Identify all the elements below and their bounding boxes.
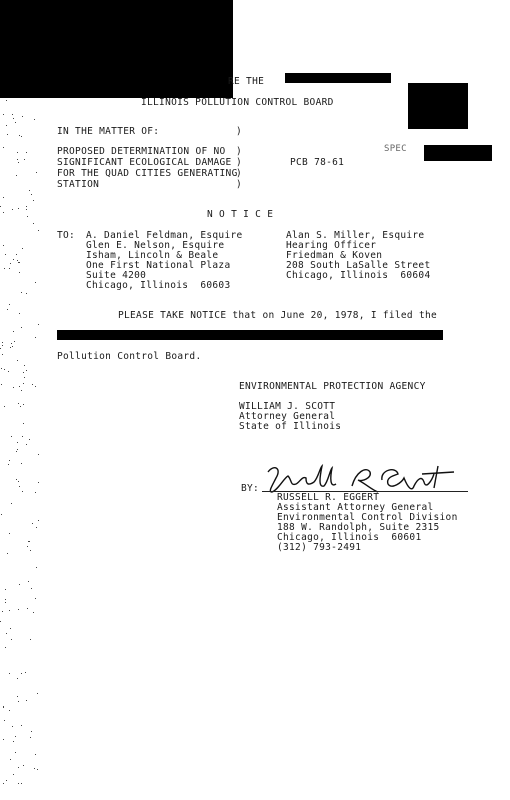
scan-speck (23, 372, 24, 373)
scan-speck (19, 584, 20, 585)
scan-speck (16, 175, 17, 176)
scan-speck (24, 377, 25, 378)
scan-speck (35, 282, 36, 283)
scan-speck (17, 152, 18, 153)
scan-speck (26, 293, 27, 294)
scan-speck (6, 780, 7, 781)
scan-speck (14, 341, 15, 342)
scan-speck (23, 765, 24, 766)
scan-speck (11, 343, 12, 344)
scan-speck (15, 736, 16, 737)
scan-speck (24, 159, 25, 160)
scan-speck (22, 248, 23, 249)
scan-speck (3, 783, 4, 784)
redaction-block-header-right (285, 73, 391, 83)
scan-speck (17, 442, 18, 443)
caption-paren: ) (236, 168, 243, 179)
to-label: TO: (57, 230, 76, 241)
scan-speck (1, 514, 2, 515)
scan-speck (18, 162, 19, 163)
scan-speck (9, 710, 10, 711)
scan-speck (11, 436, 12, 437)
scan-speck (11, 639, 12, 640)
scan-speck (10, 347, 11, 348)
scan-speck (28, 541, 29, 542)
scan-speck (5, 589, 6, 590)
scan-speck (18, 701, 19, 702)
scan-speck (18, 262, 19, 263)
scan-speck (36, 172, 37, 173)
scan-speck (17, 260, 18, 261)
recipient-left-line: Suite 4200 (86, 270, 147, 281)
signer-line: RUSSELL R. EGGERT (277, 492, 380, 503)
scan-speck (21, 725, 22, 726)
recipient-left-line: Chicago, Illinois 60603 (86, 280, 231, 291)
scan-speck (23, 404, 24, 405)
scan-speck (5, 602, 6, 603)
scan-speck (20, 406, 21, 407)
scan-speck (30, 737, 31, 738)
recipient-right-line: Chicago, Illinois 60604 (286, 270, 431, 281)
scan-speck (2, 354, 3, 355)
scan-speck (4, 369, 5, 370)
scan-speck (35, 492, 36, 493)
scan-speck (21, 390, 22, 391)
scan-speck (32, 384, 33, 385)
scan-speck (33, 200, 34, 201)
scan-speck (17, 678, 18, 679)
scan-speck (19, 486, 20, 487)
attorney-line: WILLIAM J. SCOTT (239, 401, 336, 412)
attorney-line: Attorney General (239, 411, 336, 422)
scan-speck (1, 368, 2, 369)
scan-speck (4, 720, 5, 721)
scan-speck (18, 783, 19, 784)
signer-line: Environmental Control Division (277, 512, 458, 523)
scan-speck (21, 292, 22, 293)
scan-speck (23, 383, 24, 384)
recipient-right-line: 208 South LaSalle Street (286, 260, 431, 271)
scan-speck (27, 546, 28, 547)
scan-speck (19, 386, 20, 387)
signer-line: (312) 793-2491 (277, 542, 362, 553)
scan-speck (36, 527, 37, 528)
recipient-right-line: Alan S. Miller, Esquire (286, 230, 425, 241)
scan-speck (29, 541, 30, 542)
scan-speck (22, 491, 23, 492)
scan-speck (4, 406, 5, 407)
notice-body-line-1: PLEASE TAKE NOTICE that on June 20, 1978, I filed the (118, 310, 438, 321)
scan-speck (17, 696, 18, 697)
scan-speck (38, 230, 39, 231)
scan-speck (5, 254, 6, 255)
scan-speck (12, 346, 13, 347)
scan-speck (35, 386, 36, 387)
scan-speck (13, 259, 14, 260)
scan-speck (0, 348, 1, 349)
recipient-right-line: Friedman & Koven (286, 250, 383, 261)
redaction-block-body-line (57, 330, 443, 340)
scan-speck (12, 209, 13, 210)
scan-speck (19, 313, 20, 314)
scan-speck (28, 581, 29, 582)
scan-speck (26, 152, 27, 153)
scan-speck (21, 783, 22, 784)
scan-speck (15, 122, 16, 123)
scan-speck (10, 628, 11, 629)
recipient-right-line: Hearing Officer (286, 240, 377, 251)
scan-speck (13, 741, 14, 742)
scan-speck (10, 263, 11, 264)
scan-speck (3, 114, 4, 115)
scan-speck (32, 523, 33, 524)
scan-speck (3, 245, 4, 246)
scan-speck (38, 482, 39, 483)
scan-speck (13, 331, 14, 332)
scan-speck (25, 672, 26, 673)
scan-speck (26, 206, 27, 207)
scan-speck (19, 262, 20, 263)
scan-speck (34, 768, 35, 769)
scan-speck (9, 268, 10, 269)
scan-speck (22, 116, 23, 117)
scan-speck (26, 700, 27, 701)
scan-speck (27, 216, 28, 217)
scan-speck (11, 503, 12, 504)
scan-speck (23, 423, 24, 424)
scan-speck (29, 190, 30, 191)
scan-speck (7, 309, 8, 310)
header-board-name: ILLINOIS POLLUTION CONTROL BOARD (141, 97, 334, 108)
scan-speck (8, 464, 9, 465)
scan-speck (15, 752, 16, 753)
scan-speck (35, 598, 36, 599)
recipient-left-line: One First National Plaza (86, 260, 231, 271)
caption-paren: ) (236, 146, 243, 157)
scan-speck (18, 403, 19, 404)
scan-speck (21, 463, 22, 464)
scan-speck (3, 739, 4, 740)
scan-speck (38, 520, 39, 521)
notice-title: N O T I C E (207, 209, 274, 220)
scan-speck (12, 726, 13, 727)
scan-speck (18, 767, 19, 768)
scan-speck (35, 754, 36, 755)
scan-speck (29, 439, 30, 440)
scan-speck (38, 324, 39, 325)
scan-speck (16, 479, 17, 480)
scan-speck (33, 223, 34, 224)
scan-speck (22, 436, 23, 437)
scan-speck (36, 567, 37, 568)
caption-matter-of: IN THE MATTER OF: (57, 126, 160, 137)
scan-speck (1, 384, 2, 385)
scan-speck (31, 194, 32, 195)
scan-speck (24, 365, 25, 366)
scan-speck (5, 647, 6, 648)
scan-speck (18, 609, 19, 610)
scan-speck (30, 550, 31, 551)
header-line-1: RE THE (228, 76, 265, 87)
scan-speck (3, 212, 4, 213)
recipient-left-line: Glen E. Nelson, Esquire (86, 240, 225, 251)
caption-line-3: FOR THE QUAD CITIES GENERATING (57, 168, 238, 179)
signer-line: 188 W. Randolph, Suite 2315 (277, 522, 440, 533)
scan-speck (3, 197, 4, 198)
scan-speck (17, 449, 18, 450)
scan-speck (3, 707, 4, 708)
scan-speck (33, 612, 34, 613)
scan-speck (21, 327, 22, 328)
redaction-block-top-left (0, 0, 233, 98)
scan-speck (4, 268, 5, 269)
caption-line-2: SIGNIFICANT ECOLOGICAL DAMAGE (57, 157, 232, 168)
scan-speck (9, 610, 10, 611)
scan-speck (16, 451, 17, 452)
scan-speck (9, 533, 10, 534)
scan-speck (16, 254, 17, 255)
scan-speck (2, 611, 3, 612)
scan-speck (19, 135, 20, 136)
scan-speck (30, 639, 31, 640)
scan-speck (5, 599, 6, 600)
scan-speck (6, 100, 7, 101)
scan-speck (3, 147, 4, 148)
scan-speck (6, 125, 7, 126)
scan-speck (13, 118, 14, 119)
scan-speck (7, 134, 8, 135)
scan-speck (31, 731, 32, 732)
agency-name: ENVIRONMENTAL PROTECTION AGENCY (239, 381, 426, 392)
scan-speck (38, 454, 39, 455)
scan-speck (17, 159, 18, 160)
scan-speck (9, 673, 10, 674)
caption-line-4: STATION (57, 179, 100, 190)
received-stamp: SPEC (384, 144, 407, 154)
scan-speck (7, 553, 8, 554)
scan-speck (21, 136, 22, 137)
scan-speck (0, 621, 1, 622)
redaction-block-stamp-right (424, 145, 492, 161)
case-number: PCB 78-61 (290, 157, 345, 168)
scan-speck (37, 769, 38, 770)
signer-line: Assistant Attorney General (277, 502, 434, 513)
scan-speck (21, 673, 22, 674)
recipient-left-line: Isham, Lincoln & Beale (86, 250, 219, 261)
by-label: BY: (241, 483, 260, 494)
scan-speck (35, 337, 36, 338)
redaction-block-top-right (408, 83, 468, 129)
scan-speck (13, 774, 14, 775)
scan-speck (18, 208, 19, 209)
caption-paren: ) (236, 157, 243, 168)
scan-speck (19, 272, 20, 273)
caption-paren: ) (236, 179, 243, 190)
notice-body-line-2: Pollution Control Board. (57, 351, 202, 362)
scan-speck (26, 444, 27, 445)
scan-speck (2, 342, 3, 343)
scan-speck (12, 114, 13, 115)
scan-speck (26, 209, 27, 210)
scan-speck (31, 588, 32, 589)
caption-line-1: PROPOSED DETERMINATION OF NO (57, 146, 226, 157)
scan-speck (18, 481, 19, 482)
scan-speck (37, 693, 38, 694)
scan-speck (34, 119, 35, 120)
scan-speck (17, 360, 18, 361)
scan-speck (8, 371, 9, 372)
attorney-line: State of Illinois (239, 421, 342, 432)
scan-speck (9, 460, 10, 461)
scan-speck (10, 759, 11, 760)
caption-paren: ) (236, 126, 243, 137)
scan-speck (9, 304, 10, 305)
signer-line: Chicago, Illinois 60601 (277, 532, 422, 543)
scan-speck (0, 206, 1, 207)
scan-speck (26, 370, 27, 371)
scan-speck (6, 633, 7, 634)
scan-speck (2, 345, 3, 346)
scan-speck (27, 608, 28, 609)
recipient-left-line: A. Daniel Feldman, Esquire (86, 230, 243, 241)
scan-speck (13, 387, 14, 388)
